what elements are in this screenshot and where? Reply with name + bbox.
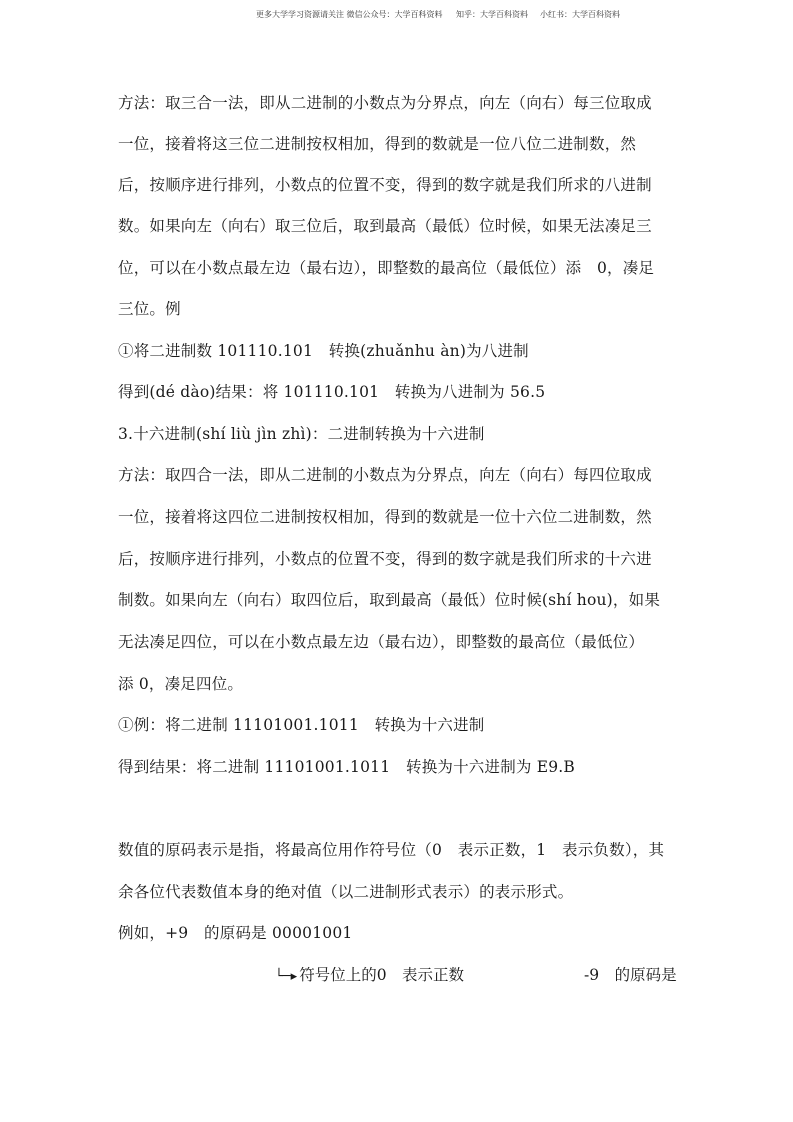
example-line: ①将二进制数 101110.101 转换(zhuǎnhu àn)为八进制 xyxy=(118,342,529,360)
header-wechat-text: 更多大学学习资源请关注 微信公众号：大学百科资料 xyxy=(256,10,443,19)
result-line: 得到(dé dào)结果：将 101110.101 转换为八进制为 56.5 xyxy=(118,383,546,401)
paragraph-line: 一位，接着将这三位二进制按权相加，得到的数就是一位八位二进制数，然 xyxy=(118,135,637,153)
paragraph-line: 方法：取四合一法，即从二进制的小数点为分界点，向左（向右）每四位取成 xyxy=(118,466,652,484)
paragraph-line: 后，按顺序进行排列，小数点的位置不变，得到的数字就是我们所求的十六进 xyxy=(118,550,652,568)
paragraph-line: 余各位代表数值本身的绝对值（以二进制形式表示）的表示形式。 xyxy=(118,883,574,901)
header-xiaohongshu-text: 小红书：大学百科资料 xyxy=(540,10,620,19)
sign-bit-annotation xyxy=(275,965,464,987)
paragraph-line: 无法凑足四位，可以在小数点最左边（最右边），即整数的最高位（最低位） xyxy=(118,633,645,651)
paragraph-line: 方法：取三合一法，即从二进制的小数点为分界点，向左（向右）每三位取成 xyxy=(118,94,652,112)
paragraph-line: 后，按顺序进行排列，小数点的位置不变，得到的数字就是我们所求的八进制 xyxy=(118,176,652,194)
arrow-icon: └─▸ xyxy=(275,969,298,984)
result-line: 得到结果：将二进制 11101001.1011 转换为十六进制为 E9.B xyxy=(118,758,576,776)
page-header xyxy=(0,9,793,23)
section-heading: 3.十六进制(shí liù jìn zhì)：二进制转换为十六进制 xyxy=(118,425,485,443)
paragraph-line: 数。如果向左（向右）取三位后，取到最高（最低）位时候，如果无法凑足三 xyxy=(118,217,652,235)
sign-bit-annotation-text: 符号位上的0 表示正数 xyxy=(299,966,465,984)
header-zhihu-text: 知乎：大学百科资料 xyxy=(456,10,528,19)
negative-nine-note: -9 的原码是 xyxy=(584,966,677,984)
paragraph-line: 三位。例 xyxy=(118,300,181,318)
example-line: ①例：将二进制 11101001.1011 转换为十六进制 xyxy=(118,716,485,734)
paragraph-line: 一位，接着将这四位二进制按权相加，得到的数就是一位十六位二进制数，然 xyxy=(118,508,652,526)
example-line: 例如，+9 的原码是 00001001 xyxy=(118,924,353,942)
paragraph-line: 位，可以在小数点最左边（最右边），即整数的最高位（最低位）添 0，凑足 xyxy=(118,259,655,277)
paragraph-line: 数值的原码表示是指，将最高位用作符号位（0 表示正数，1 表示负数），其 xyxy=(118,841,665,859)
paragraph-line: 制数。如果向左（向右）取四位后，取到最高（最低）位时候(shí hou)，如果 xyxy=(118,591,661,609)
paragraph-line: 添 0，凑足四位。 xyxy=(118,675,244,693)
